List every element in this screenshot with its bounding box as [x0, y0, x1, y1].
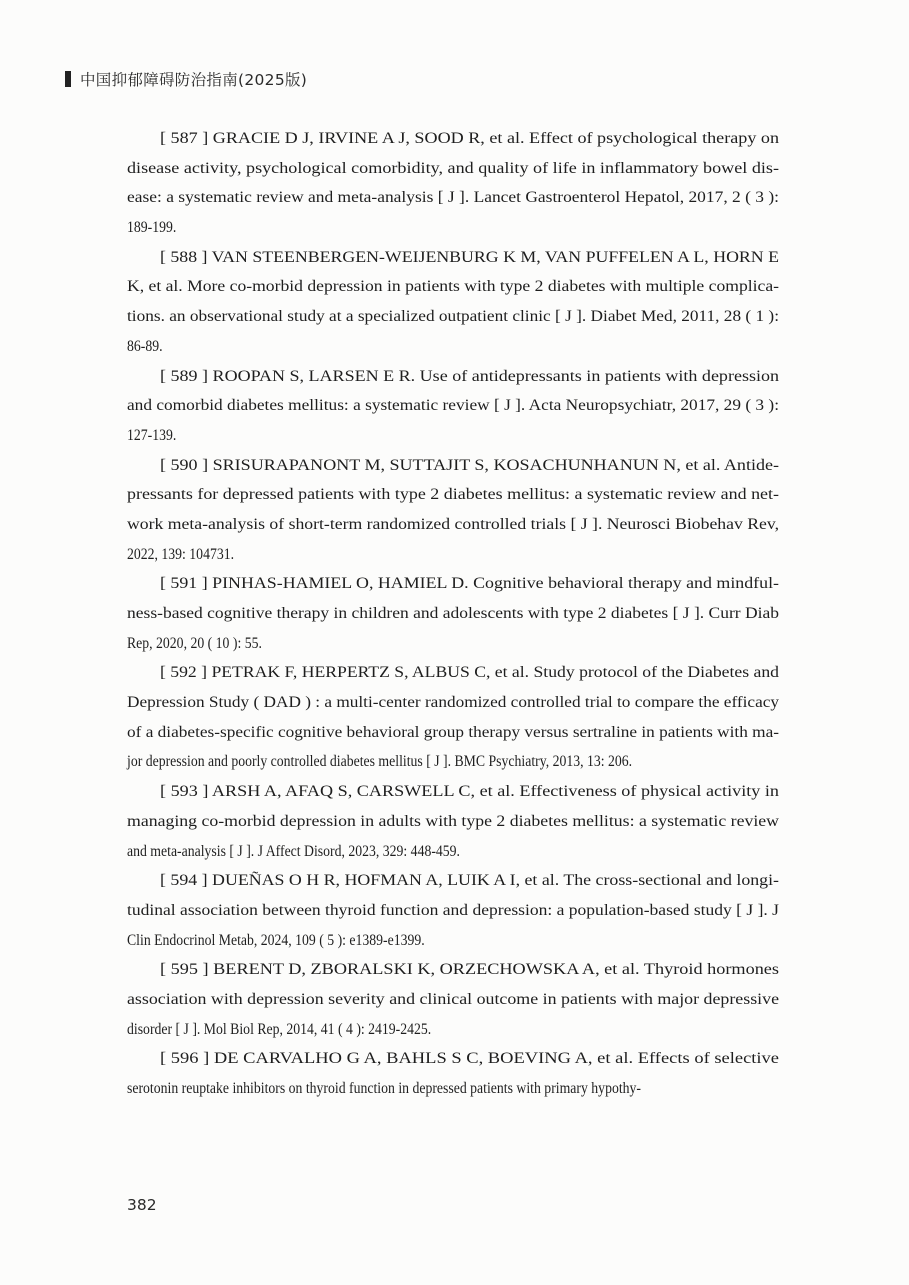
reference-line-text: Clin Endocrinol Metab, 2024, 109 ( 5 ): e1389-e1399.	[127, 931, 425, 949]
reference-line-text: tudinal association between thyroid function and depression: a population-based study [ J ]. J	[127, 901, 780, 919]
reference-line-text: K, et al. More co-morbid depression in patients with type 2 diabetes with multiple complica-	[127, 278, 779, 296]
reference-line	[127, 896, 779, 926]
reference-first-line	[127, 1044, 779, 1074]
running-header	[65, 66, 307, 92]
reference-line	[127, 332, 779, 362]
reference-line	[127, 421, 779, 451]
reference-first-line	[127, 955, 779, 985]
reference-line	[127, 718, 779, 748]
reference-line-text: [ 591 ] PINHAS-HAMIEL O, HAMIEL D. Cognitive behavioral therapy and mindful-	[160, 575, 779, 593]
reference-line	[127, 480, 779, 510]
reference-first-line	[127, 569, 779, 599]
reference-line-text: [ 594 ] DUEÑAS O H R, HOFMAN A, LUIK A I, et al. The cross-sectional and longi-	[160, 872, 779, 890]
reference-item	[127, 451, 779, 570]
reference-line-text: work meta-analysis of short-term randomized controlled trials [ J ]. Neurosci Biobehav Rev,	[127, 515, 779, 533]
reference-first-line	[127, 777, 779, 807]
reference-line	[127, 1074, 779, 1104]
reference-line-text: of a diabetes-specific cognitive behavioral group therapy versus sertraline in patients with ma-	[127, 723, 779, 741]
reference-line	[127, 540, 779, 570]
reference-item	[127, 658, 779, 777]
reference-line	[127, 183, 779, 213]
reference-line-text: association with depression severity and clinical outcome in patients with major depressive	[127, 990, 779, 1008]
reference-line-text: [ 590 ] SRISURAPANONT M, SUTTAJIT S, KOSACHUNHANUN N, et al. Antide-	[160, 456, 779, 474]
reference-line	[127, 391, 779, 421]
reference-line	[127, 747, 779, 777]
reference-line	[127, 154, 779, 184]
reference-line-text: [ 593 ] ARSH A, AFAQ S, CARSWELL C, et al. Effectiveness of physical activity in	[160, 783, 779, 801]
reference-list	[127, 124, 779, 1104]
reference-first-line	[127, 243, 779, 273]
reference-line-text: disorder [ J ]. Mol Biol Rep, 2014, 41 ( 4 ): 2419-2425.	[127, 1020, 432, 1038]
reference-line-text: [ 589 ] ROOPAN S, LARSEN E R. Use of antidepressants in patients with depression	[160, 367, 779, 385]
reference-item	[127, 124, 779, 243]
reference-item	[127, 1044, 779, 1103]
reference-line-text: jor depression and poorly controlled diabetes mellitus [ J ]. BMC Psychiatry, 2013, 13: 206.	[127, 753, 633, 771]
reference-line-text: [ 596 ] DE CARVALHO G A, BAHLS S C, BOEVING A, et al. Effects of selective	[160, 1050, 780, 1068]
reference-line	[127, 302, 779, 332]
reference-line-text: Rep, 2020, 20 ( 10 ): 55.	[127, 634, 262, 652]
reference-line	[127, 688, 779, 718]
reference-line-text: [ 592 ] PETRAK F, HERPERTZ S, ALBUS C, et al. Study protocol of the Diabetes and	[160, 664, 779, 682]
reference-first-line	[127, 124, 779, 154]
reference-item	[127, 243, 779, 362]
reference-line-text: disease activity, psychological comorbidity, and quality of life in inflammatory bowel dis-	[127, 159, 779, 177]
reference-item	[127, 569, 779, 658]
reference-line-text: [ 587 ] GRACIE D J, IRVINE A J, SOOD R, et al. Effect of psychological therapy on	[160, 130, 779, 147]
reference-line	[127, 1015, 779, 1045]
reference-first-line	[127, 866, 779, 896]
reference-line-text: 127-139.	[127, 426, 177, 444]
reference-line	[127, 599, 779, 629]
reference-line-text: pressants for depressed patients with type 2 diabetes mellitus: a systematic review and net-	[127, 486, 779, 504]
reference-line-text: 189-199.	[127, 219, 177, 237]
reference-line-text: tions. an observational study at a specialized outpatient clinic [ J ]. Diabet Med, 2011, 28 ( 1 ):	[127, 308, 779, 326]
reference-item	[127, 777, 779, 866]
reference-line	[127, 985, 779, 1015]
header-marker-icon	[65, 71, 71, 87]
header-title: 中国抑郁障碍防治指南(2025版)	[80, 71, 308, 89]
reference-line-text: [ 595 ] BERENT D, ZBORALSKI K, ORZECHOWSKA A, et al. Thyroid hormones	[160, 961, 779, 979]
reference-item	[127, 362, 779, 451]
reference-first-line	[127, 451, 779, 481]
reference-line-text: 86-89.	[127, 337, 163, 355]
reference-line	[127, 837, 779, 867]
reference-line	[127, 807, 779, 837]
reference-line	[127, 213, 779, 243]
reference-line-text: ness-based cognitive therapy in children and adolescents with type 2 diabetes [ J ]. Curr Diab	[127, 605, 779, 622]
reference-line	[127, 629, 779, 659]
reference-line-text: ease: a systematic review and meta-analysis [ J ]. Lancet Gastroenterol Hepatol, 2017, 2 ( 3 ):	[127, 189, 779, 207]
page-number: 382	[127, 1196, 157, 1214]
reference-line	[127, 272, 779, 302]
reference-item	[127, 866, 779, 955]
reference-line-text: [ 588 ] VAN STEENBERGEN-WEIJENBURG K M, VAN PUFFELEN A L, HORN E	[160, 248, 779, 266]
reference-line-text: Depression Study ( DAD ) : a multi-center randomized controlled trial to compare the efficacy	[127, 694, 779, 712]
reference-line-text: 2022, 139: 104731.	[127, 545, 235, 563]
reference-item	[127, 955, 779, 1044]
reference-line	[127, 926, 779, 956]
reference-line-text: managing co-morbid depression in adults with type 2 diabetes mellitus: a systematic review	[127, 812, 779, 830]
reference-line-text: and comorbid diabetes mellitus: a systematic review [ J ]. Acta Neuropsychiatr, 2017, 29 ( 3 ):	[127, 397, 779, 415]
reference-first-line	[127, 658, 779, 688]
reference-line-text: and meta-analysis [ J ]. J Affect Disord, 2023, 329: 448-459.	[127, 842, 460, 860]
reference-line-text: serotonin reuptake inhibitors on thyroid function in depressed patients with primary hypothy-	[127, 1080, 641, 1097]
reference-line	[127, 510, 779, 540]
reference-first-line	[127, 362, 779, 392]
